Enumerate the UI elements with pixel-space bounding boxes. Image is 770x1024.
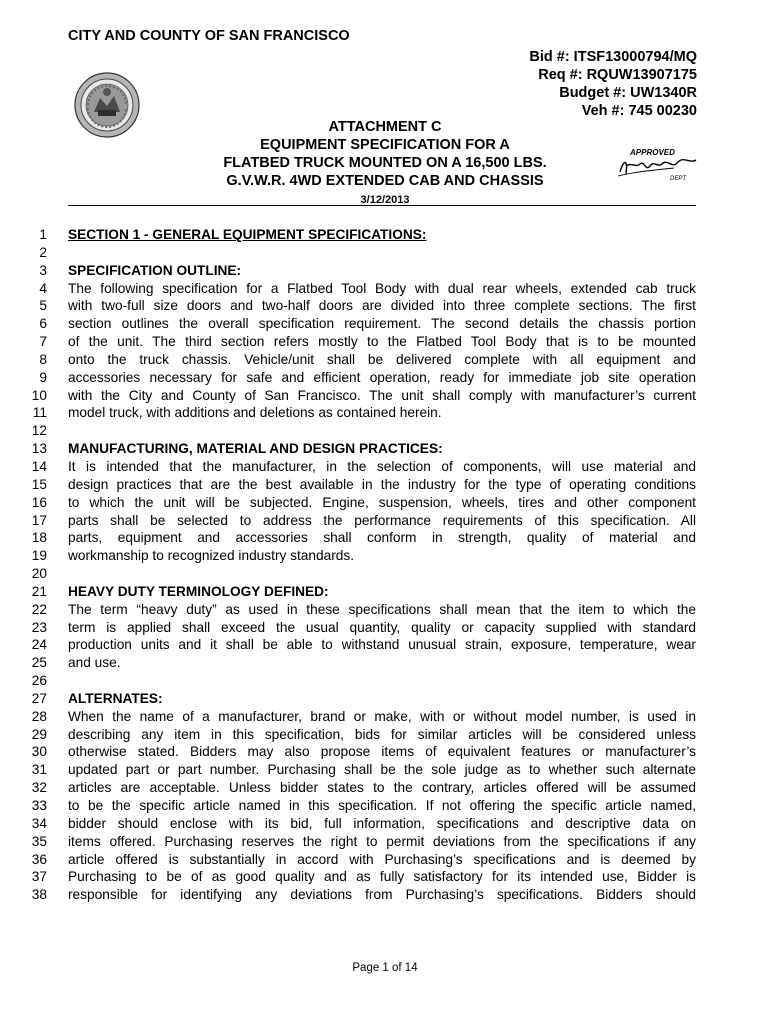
numbered-line [0, 672, 770, 690]
line-number: 38 [31, 887, 47, 903]
numbered-line [0, 512, 770, 530]
section-heading: MANUFACTURING, MATERIAL AND DESIGN PRACTICES: [68, 441, 443, 457]
numbered-line [0, 440, 770, 458]
line-number: 1 [39, 227, 47, 242]
line-number: 16 [31, 494, 47, 510]
numbered-line [0, 619, 770, 637]
body-text: model truck, with additions and deletions as contained herein. [68, 405, 442, 421]
numbered-line [0, 387, 770, 405]
body-text: articles are acceptable. Unless bidder states to the contrary, articles offered will be assumed [68, 780, 696, 796]
header-divider [68, 205, 696, 206]
body-text: The following specification for a Flatbed Tool Body with dual rear wheels, extended cab truck [68, 280, 696, 296]
numbered-line [0, 315, 770, 333]
numbered-line [0, 351, 770, 369]
line-number: 36 [31, 851, 47, 867]
numbered-body [0, 226, 770, 904]
line-number: 27 [31, 690, 47, 706]
body-text: design practices that are the best available in the industry for the type of operating conditions [68, 476, 696, 492]
veh-number: Veh #: 745 00230 [581, 103, 697, 119]
numbered-line [0, 583, 770, 601]
numbered-line [0, 779, 770, 797]
line-number: 31 [31, 762, 47, 778]
line-number: 22 [31, 601, 47, 617]
section-heading: SECTION 1 - GENERAL EQUIPMENT SPECIFICATIONS: [68, 227, 427, 242]
numbered-line [0, 280, 770, 298]
line-number: 14 [31, 458, 47, 474]
body-text: onto the truck chassis. Vehicle/unit shall be delivered complete with all equipment and [68, 351, 696, 367]
body-text: article offered is substantially in accord with Purchasing’s specifications and is deemed by [68, 851, 696, 867]
body-text: parts shall be selected to address the performance requirements of this specification. All [68, 512, 696, 528]
body-text: It is intended that the manufacturer, in the selection of components, will use material and [68, 458, 696, 474]
title-line: EQUIPMENT SPECIFICATION FOR A [260, 137, 510, 153]
line-number: 30 [31, 744, 47, 760]
req-number: Req #: RQUW13907175 [538, 67, 697, 83]
body-text: items offered. Purchasing reserves the right to permit deviations from the specifications if any [68, 833, 696, 849]
line-number: 9 [39, 369, 47, 385]
page-number: Page 1 of 14 [352, 962, 418, 974]
line-number: 15 [31, 476, 47, 492]
numbered-line [0, 690, 770, 708]
numbered-line [0, 601, 770, 619]
numbered-line [0, 458, 770, 476]
line-number: 20 [31, 566, 47, 582]
section-heading: ALTERNATES: [68, 690, 163, 706]
body-text: to be the specific article named in this specification. If not offering the specific article named, [68, 798, 696, 813]
line-number: 3 [39, 262, 47, 278]
reference-numbers [529, 48, 697, 120]
body-text: accessories necessary for safe and efficient operation, ready for immediate job site operation [68, 369, 696, 385]
numbered-line [0, 494, 770, 512]
numbered-line [0, 422, 770, 440]
body-text: bidder should enclose with its bid, full information, specifications and descriptive data on [68, 815, 696, 831]
line-number: 24 [31, 637, 47, 653]
body-text: The term “heavy duty” as used in these specifications shall mean that the item to which the [68, 601, 696, 617]
section-heading: SPECIFICATION OUTLINE: [68, 262, 242, 278]
body-text: otherwise stated. Bidders may also propose items of equivalent features or manufacturer’s [68, 744, 696, 760]
numbered-line [0, 708, 770, 726]
numbered-line [0, 833, 770, 851]
line-number: 2 [39, 244, 47, 260]
section-heading: HEAVY DUTY TERMINOLOGY DEFINED: [68, 583, 329, 599]
body-text: parts, equipment and accessories shall conform in strength, quality of material and [68, 530, 696, 546]
body-text: with two-full size doors and two-half doors are divided into three complete sections. The first [68, 298, 696, 314]
numbered-line [0, 815, 770, 833]
numbered-line [0, 226, 770, 244]
line-number: 26 [31, 673, 47, 689]
line-number: 32 [31, 780, 47, 796]
line-number: 10 [31, 387, 47, 403]
line-number: 18 [31, 530, 47, 546]
body-text: responsible for identifying any deviations from Purchasing’s specifications. Bidders should [68, 887, 696, 903]
line-number: 21 [31, 583, 47, 599]
numbered-line [0, 333, 770, 351]
numbered-line [0, 369, 770, 387]
numbered-line [0, 636, 770, 654]
numbered-line [0, 868, 770, 886]
line-number: 8 [39, 351, 47, 367]
body-text: When the name of a manufacturer, brand or make, with or without model number, is used in [68, 708, 696, 724]
numbered-line [0, 404, 770, 422]
body-text: production units and it shall be able to withstand unusual strain, exposure, temperature, wear [68, 637, 696, 653]
line-number: 7 [39, 334, 47, 350]
body-text: workmanship to recognized industry standards. [68, 548, 355, 564]
numbered-line [0, 743, 770, 761]
numbered-line [0, 886, 770, 904]
body-text: updated part or part number. Purchasing shall be the sole judge as to whether such alternate [68, 762, 696, 778]
numbered-line [0, 761, 770, 779]
body-text: with the City and County of San Francisco. The unit shall comply with manufacturer’s current [68, 387, 696, 403]
approved-stamp-suffix: DEPT. [670, 176, 688, 182]
title-line: FLATBED TRUCK MOUNTED ON A 16,500 LBS. [223, 155, 547, 171]
budget-number: Budget #: UW1340R [559, 85, 697, 101]
approved-stamp-text: APPROVED [630, 148, 675, 157]
numbered-line [0, 851, 770, 869]
line-number: 6 [39, 316, 47, 332]
numbered-line [0, 726, 770, 744]
numbered-line [0, 244, 770, 262]
body-text: term is applied shall exceed the usual quantity, quality or capacity supplied with standard [68, 619, 696, 635]
line-number: 4 [39, 280, 47, 296]
document-date: 3/12/2013 [360, 194, 410, 206]
body-text: describing any item in this specification, bids for similar articles will be considered unless [68, 726, 696, 742]
body-text: Purchasing to be of as good quality and as fully satisfactory for its intended use, Bidder is [68, 869, 696, 885]
numbered-line [0, 547, 770, 565]
numbered-line [0, 565, 770, 583]
numbered-line [0, 654, 770, 672]
numbered-line [0, 797, 770, 815]
line-number: 12 [31, 423, 47, 439]
body-text: to which the unit will be subjected. Engine, suspension, wheels, tires and other component [68, 494, 696, 510]
line-number: 34 [31, 815, 47, 831]
body-text: and use. [68, 655, 121, 671]
title-line: ATTACHMENT C [328, 119, 442, 135]
city-heading: CITY AND COUNTY OF SAN FRANCISCO [68, 28, 350, 44]
body-text: section outlines the overall specification requirement. The second details the chassis portion [68, 316, 696, 332]
bid-number: Bid #: ITSF13000794/MQ [529, 49, 697, 65]
numbered-line [0, 262, 770, 280]
approved-stamp [614, 146, 698, 182]
line-number: 29 [31, 726, 47, 742]
line-number: 28 [31, 708, 47, 724]
line-number: 5 [39, 298, 47, 314]
line-number: 13 [31, 441, 47, 457]
line-number: 17 [31, 512, 47, 528]
title-line: G.V.W.R. 4WD EXTENDED CAB AND CHASSIS [226, 173, 544, 189]
line-number: 19 [31, 548, 47, 564]
numbered-line [0, 476, 770, 494]
numbered-line [0, 297, 770, 315]
line-number: 33 [31, 798, 47, 813]
line-number: 25 [31, 655, 47, 671]
line-number: 37 [31, 869, 47, 885]
body-text: of the unit. The third section refers mostly to the Flatbed Tool Body that is to be mounted [68, 334, 696, 350]
line-number: 11 [32, 405, 47, 421]
numbered-line [0, 529, 770, 547]
line-number: 35 [31, 833, 47, 849]
line-number: 23 [31, 619, 47, 635]
